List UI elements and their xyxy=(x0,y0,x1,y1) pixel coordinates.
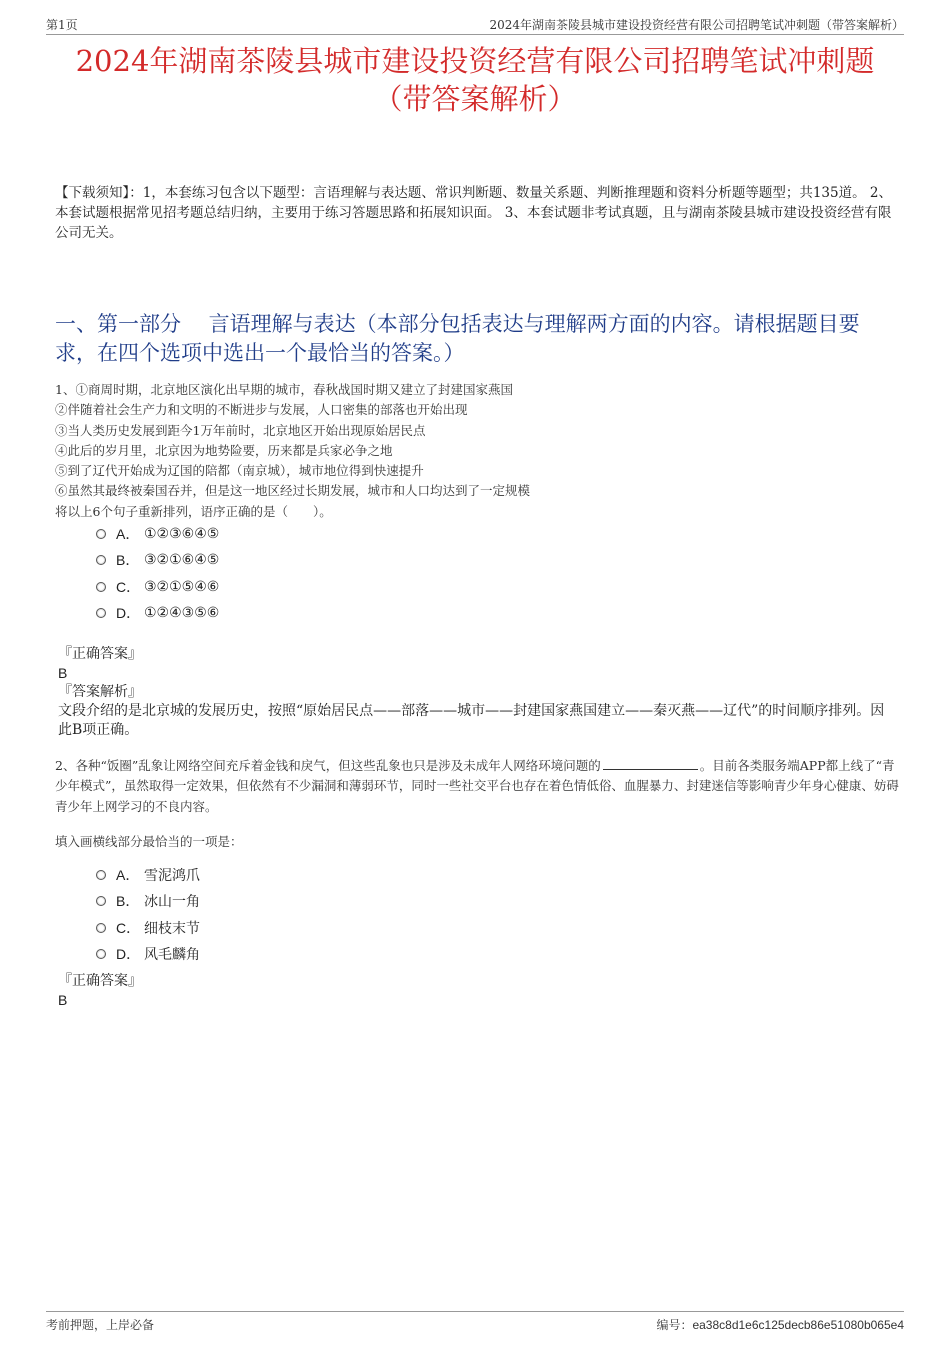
header-doc-title: 2024年湖南茶陵县城市建设投资经营有限公司招聘笔试冲刺题（带答案解析） xyxy=(489,18,904,32)
document-title xyxy=(40,42,910,118)
q1-line: ⑤到了辽代开始成为辽国的陪都（南京城），城市地位得到快速提升 xyxy=(55,463,424,479)
radio-icon[interactable] xyxy=(96,608,106,618)
answer-value: B xyxy=(58,992,68,1008)
analysis-label: 『答案解析』 xyxy=(58,684,142,700)
q1-option-c[interactable]: C． ③②①⑤④⑥ xyxy=(96,574,219,600)
footer-code-value: ea38c8d1e6c125decb86e51080b065e4 xyxy=(692,1318,904,1332)
title-line-2: （带答案解析） xyxy=(373,82,577,116)
footer-code-label: 编号： xyxy=(656,1318,693,1332)
footer-slogan: 考前押题，上岸必备 xyxy=(46,1318,155,1332)
radio-icon[interactable] xyxy=(96,870,106,880)
answer-label: 『正确答案』 xyxy=(58,973,142,989)
q2-option-d[interactable]: D． 风毛麟角 xyxy=(96,941,200,967)
question-2-answer xyxy=(58,972,898,1010)
question-2-options xyxy=(96,862,200,967)
q2-option-c[interactable]: C． 细枝末节 xyxy=(96,915,200,941)
answer-value: B xyxy=(58,665,68,681)
title-line-1: 2024年湖南茶陵县城市建设投资经营有限公司招聘笔试冲刺题 xyxy=(75,44,875,78)
radio-icon[interactable] xyxy=(96,529,106,539)
fill-blank xyxy=(603,757,698,770)
analysis-text: 文段介绍的是北京城的发展历史，按照“原始居民点——部落——城市——封建国家燕国建立——秦灭燕——辽代”的时间顺序排列。因此B项正确。 xyxy=(58,703,885,738)
q1-option-a[interactable]: A． ①②③⑥④⑤ xyxy=(96,521,219,547)
question-2-stem xyxy=(55,756,900,817)
radio-icon[interactable] xyxy=(96,949,106,959)
q1-line: ⑥虽然其最终被秦国吞并，但是这一地区经过长期发展，城市和人口均达到了一定规模 xyxy=(55,483,531,499)
q1-line: ②伴随着社会生产力和文明的不断进步与发展，人口密集的部落也开始出现 xyxy=(55,402,468,418)
q1-option-d[interactable]: D． ①②④③⑤⑥ xyxy=(96,600,219,626)
q2-text-after: 。目前各类服务端APP都上线了“青少年模式”，虽然取得一定效果，但依然有不少漏洞和薄弱环节，同时一些社交平台也存在着色情低俗、血腥暴力、封建迷信等影响青少年身心健康、妨碍青少年上网学习的不良内容。 xyxy=(55,758,899,814)
question-1-options xyxy=(96,521,219,626)
q1-line: 1、①商周时期，北京地区演化出早期的城市，春秋战国时期又建立了封建国家燕国 xyxy=(55,382,513,397)
section-heading: 一、第一部分 言语理解与表达（本部分包括表达与理解两方面的内容。请根据题目要求，在四个选项中选出一个最恰当的答案。） xyxy=(55,312,860,365)
radio-icon[interactable] xyxy=(96,923,106,933)
q2-text-before: 2、各种“饭圈”乱象让网络空间充斥着金钱和戾气，但这些乱象也只是涉及未成年人网络环境问题的 xyxy=(55,758,601,773)
page-number: 第1页 xyxy=(46,18,78,32)
question-1-stem xyxy=(55,380,900,522)
q2-option-b[interactable]: B． 冰山一角 xyxy=(96,888,200,914)
footer-code xyxy=(656,1316,904,1333)
q1-option-b[interactable]: B． ③②①⑥④⑤ xyxy=(96,547,219,573)
q1-line: ③当人类历史发展到距今1万年前时，北京地区开始出现原始居民点 xyxy=(55,422,426,438)
question-1-answer xyxy=(58,645,898,740)
page-header xyxy=(46,14,904,35)
q1-line: ④此后的岁月里，北京因为地势险要，历来都是兵家必争之地 xyxy=(55,442,393,458)
radio-icon[interactable] xyxy=(96,555,106,565)
q1-line: 将以上6个句子重新排列，语序正确的是（ ）。 xyxy=(55,503,332,519)
page-footer xyxy=(46,1311,904,1332)
download-notice: 【下载须知】：1，本套练习包含以下题型：言语理解与表达题、常识判断题、数量关系题、判断推理题和资料分析题等题型；共135道。 2、本套试题根据常见招考题总结归纳，主要用于练习答题思路和拓展知识面。 3、本套试题非考试真题，且与湖南茶陵县城市建设投资经营有限公司无关。 xyxy=(55,185,892,241)
answer-label: 『正确答案』 xyxy=(58,646,142,662)
question-2-prompt: 填入画横线部分最恰当的一项是： xyxy=(55,834,243,849)
radio-icon[interactable] xyxy=(96,896,106,906)
radio-icon[interactable] xyxy=(96,582,106,592)
q2-option-a[interactable]: A． 雪泥鸿爪 xyxy=(96,862,200,888)
